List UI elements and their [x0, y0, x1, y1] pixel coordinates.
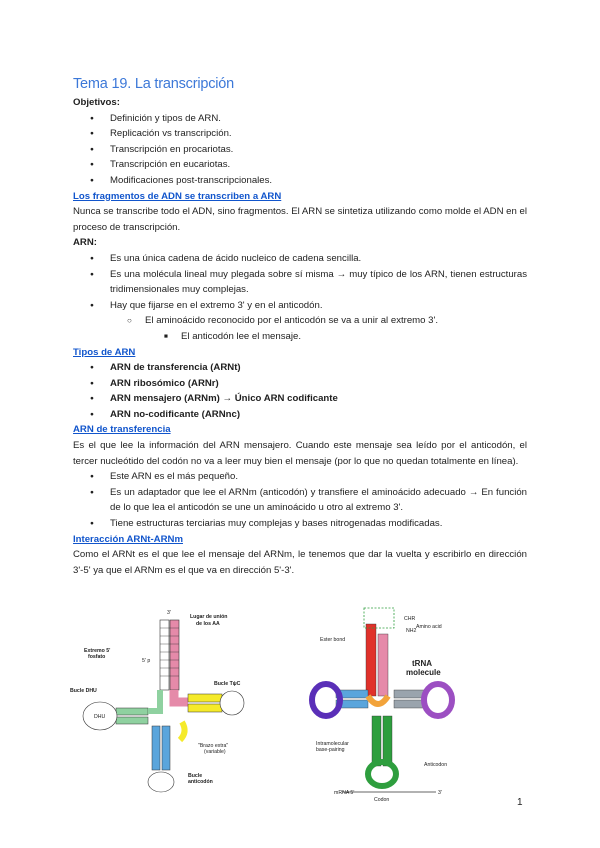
label-chr: CHR	[404, 616, 416, 622]
list-item: ○ El aminoácido reconocido por el anticodón se va a unir al extremo 3'.	[73, 313, 527, 329]
label-codon: Codon	[374, 797, 390, 803]
extra-arm	[180, 722, 185, 740]
list-item: ● ARN de transferencia (ARNt)	[73, 360, 527, 376]
page-title: Tema 19. La transcripción	[73, 76, 235, 92]
label-lugar: Lugar de unión	[190, 614, 228, 620]
list-item: ● Este ARN es el más pequeño.	[73, 469, 527, 485]
label-variable: (variable)	[204, 749, 226, 755]
page-number: 1	[517, 797, 523, 808]
arn-list	[73, 251, 527, 345]
label-3prime: 3'	[167, 610, 171, 616]
list-item: ● Modificaciones post-transcripcionales.	[73, 173, 527, 189]
label-mrna: mRNA 5'	[334, 790, 355, 796]
dhu-loop-text: DHU	[94, 714, 106, 720]
label-bucle-tpsic: Bucle TψC	[214, 681, 241, 687]
list-item: ● ARN ribosómico (ARNr)	[73, 376, 527, 392]
list-item: ● Transcripción en eucariotas.	[73, 157, 527, 173]
list-item: ● ARN mensajero (ARNm) → Único ARN codificante	[73, 391, 527, 407]
label-molecule: molecule	[406, 668, 441, 677]
section-heading-interaccion[interactable]: Interacción ARNt-ARNm	[73, 533, 183, 545]
junction	[368, 696, 388, 704]
paragraph: Es el que lee la información del ARN mensajero. Cuando este mensaje sea leído por el anticodón, el tercer nucleótido del codón no va a leer muy bien el mensaje (por lo que no quedan totalmente en línea).	[73, 440, 527, 467]
label-bucle-dhu: Bucle DHU	[70, 688, 97, 694]
list-item: ● Es una única cadena de ácido nucleico de cadena sencilla.	[73, 251, 527, 267]
acceptor-left-strand	[366, 624, 376, 696]
label-bucle-anticodon2: anticodón	[188, 779, 213, 785]
anticodon-loop	[148, 772, 174, 792]
label-ester: Ester bond	[320, 637, 346, 643]
label-brazo: "Brazo extra"	[198, 743, 229, 749]
t-arm-top	[188, 694, 222, 702]
left-loop	[312, 684, 340, 716]
anticodon-left	[372, 716, 381, 766]
arn-label: ARN:	[73, 237, 97, 249]
list-item: ● Hay que fijarse en el extremo 3' y en el anticodón.	[73, 298, 527, 314]
label-amino: Amino acid	[416, 624, 442, 630]
anticodon-stem-right	[162, 726, 170, 770]
anticodon-right	[383, 716, 392, 766]
acceptor-right-strand	[378, 634, 388, 696]
label-bucle-anticodon: Bucle	[188, 773, 203, 779]
objectives-list	[73, 111, 527, 189]
label-nh2: NH2	[406, 628, 417, 634]
list-item: ● Es un adaptador que lee el ARNm (anticodón) y transfiere el aminoácido adecuado → En función de lo que lea el anticodón se une un aminoácido u otro al extremo 3'.	[73, 485, 527, 516]
label-anticodon: Anticodon	[424, 762, 448, 768]
list-item: ● Replicación vs transcripción.	[73, 126, 527, 142]
label-fosfato: fosfato	[88, 654, 106, 660]
paragraph: Nunca se transcribe todo el ADN, sino fragmentos. El ARN se sintetiza utilizando como molde el ADN en el proceso de transcripción.	[73, 206, 527, 233]
section-heading-transferencia[interactable]: ARN de transferencia	[73, 424, 171, 436]
label-lugar2: de los AA	[196, 621, 220, 627]
transferencia-list	[73, 469, 527, 531]
section-heading-tipos[interactable]: Tipos de ARN	[73, 346, 136, 358]
label-5p: 5' p	[142, 658, 151, 664]
document-body	[73, 74, 527, 578]
anticodon-loop	[368, 762, 396, 786]
section-heading-fragmentos[interactable]: Los fragmentos de ADN se transcriben a ARN	[73, 190, 282, 202]
label-intra1: Intramolecular	[316, 741, 349, 747]
label-trna: tRNA	[412, 659, 432, 668]
list-item: ● Tiene estructuras terciarias muy complejas y bases nitrogenadas modificadas.	[73, 516, 527, 532]
label-3: 3'	[438, 790, 442, 796]
paragraph: Como el ARNt es el que lee el mensaje del ARNm, le tenemos que dar la vuelta y escribirlo en dirección 3'-5' ya que el ARNm es el que va en dirección 5'-3'.	[73, 549, 527, 576]
list-item: ● Es una molécula lineal muy plegada sobre sí misma → muy típico de los ARN, tienen estructuras tridimensionales muy complejas.	[73, 267, 527, 298]
dhu-arm-bottom	[116, 717, 148, 724]
right-arm-top	[394, 690, 426, 698]
tipos-list	[73, 360, 527, 422]
junction	[148, 690, 160, 711]
list-item: ● Transcripción en procariotas.	[73, 142, 527, 158]
trna-cloverleaf-diagram	[70, 606, 270, 796]
label-extremo: Extremo 5'	[84, 648, 111, 654]
pink-arm	[174, 690, 188, 702]
trna-molecule-diagram	[306, 604, 516, 804]
acceptor-stem-right	[170, 620, 179, 690]
dhu-arm-top	[116, 708, 148, 715]
acceptor-stem-left	[160, 620, 169, 690]
t-arm-bottom	[188, 704, 222, 712]
list-item: ■ El anticodón lee el mensaje.	[73, 329, 527, 345]
objectives-label: Objetivos:	[73, 97, 120, 108]
right-loop	[424, 684, 452, 716]
list-item: ● Definición y tipos de ARN.	[73, 111, 527, 127]
list-item: ● ARN no-codificante (ARNnc)	[73, 407, 527, 423]
t-loop	[220, 691, 244, 715]
label-intra2: base-pairing	[316, 747, 345, 753]
anticodon-stem-left	[152, 726, 160, 770]
